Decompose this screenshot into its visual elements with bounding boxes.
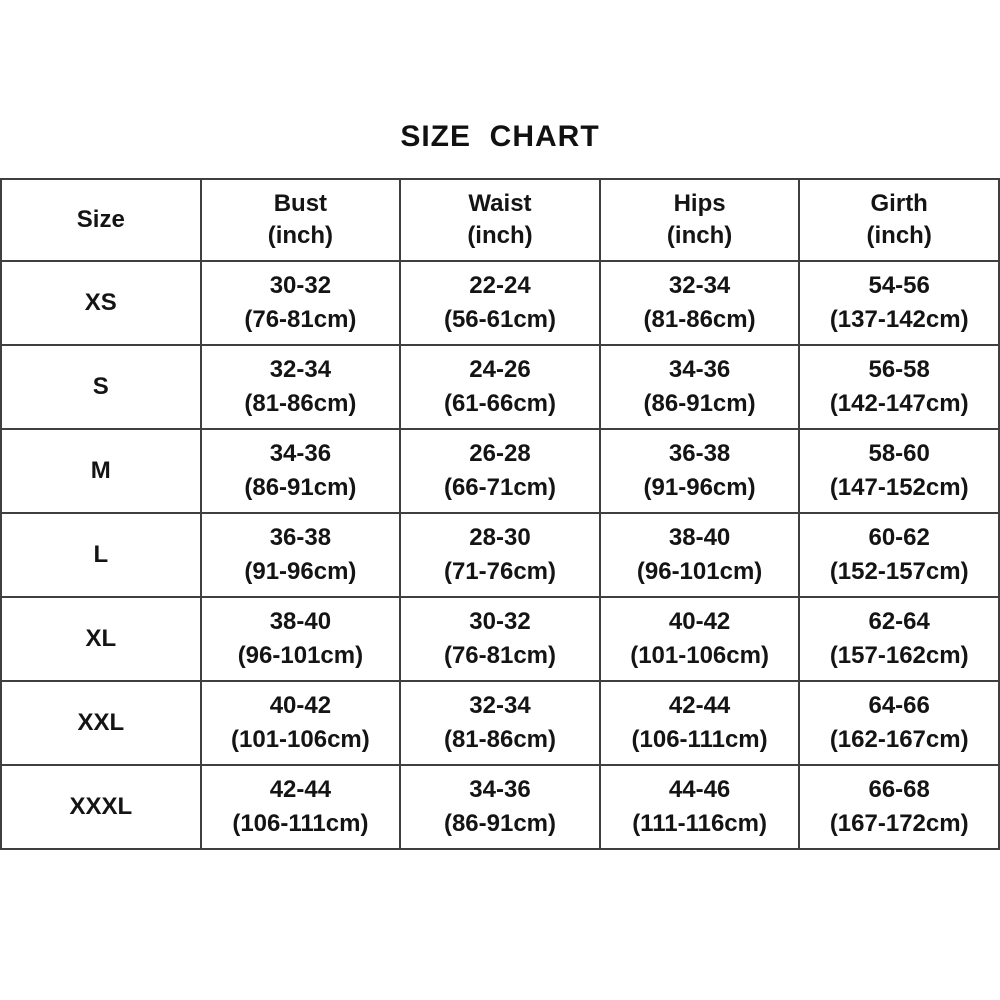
value-cm: (81-86cm)	[244, 390, 357, 417]
table-row-m	[1, 429, 999, 513]
value-inch: 32-34	[668, 272, 731, 300]
table-row-xxl	[1, 681, 999, 765]
measurement-cell-girth	[799, 345, 999, 429]
value-inch: 38-40	[668, 524, 731, 552]
measurement-cell-bust	[201, 597, 401, 681]
column-header-size	[1, 179, 201, 261]
value-cm: (91-96cm)	[244, 558, 357, 585]
value-inch: 54-56	[868, 272, 930, 300]
value-cm: (81-86cm)	[643, 306, 756, 333]
size-label: XXXL	[1, 765, 201, 849]
size-chart-table	[0, 178, 1000, 850]
value-inch: 22-24	[469, 272, 531, 300]
size-label: L	[1, 513, 201, 597]
value-inch: 32-34	[469, 692, 531, 720]
measurement-cell-waist	[400, 765, 600, 849]
measurement-cell-girth	[799, 765, 999, 849]
value-cm: (157-162cm)	[829, 642, 969, 669]
measurement-cell-girth	[799, 261, 999, 345]
table-row-xl	[1, 597, 999, 681]
value-cm: (152-157cm)	[829, 558, 969, 585]
value-inch: 36-38	[269, 524, 332, 552]
measurement-cell-waist	[400, 261, 600, 345]
measurement-cell-hips	[600, 765, 800, 849]
measurement-cell-bust	[201, 429, 401, 513]
value-cm: (162-167cm)	[829, 726, 969, 753]
value-cm: (101-106cm)	[630, 642, 769, 669]
value-inch: 34-36	[469, 776, 531, 804]
value-inch: 40-42	[269, 692, 332, 720]
measurement-cell-hips	[600, 261, 800, 345]
size-label: M	[1, 429, 201, 513]
measurement-cell-waist	[400, 597, 600, 681]
column-label: Girth	[870, 189, 928, 217]
column-header-girth	[799, 179, 999, 261]
column-header-bust	[201, 179, 401, 261]
value-inch: 42-44	[668, 692, 731, 720]
table-row-xs	[1, 261, 999, 345]
measurement-cell-hips	[600, 597, 800, 681]
value-inch: 34-36	[269, 440, 332, 468]
value-cm: (96-101cm)	[636, 558, 763, 585]
measurement-cell-girth	[799, 681, 999, 765]
value-cm: (111-116cm)	[632, 810, 767, 837]
value-cm: (91-96cm)	[643, 474, 756, 501]
value-cm: (76-81cm)	[443, 642, 557, 669]
measurement-cell-bust	[201, 513, 401, 597]
value-cm: (81-86cm)	[443, 726, 557, 753]
value-cm: (86-91cm)	[643, 390, 756, 417]
measurement-cell-girth	[799, 429, 999, 513]
measurement-cell-bust	[201, 765, 401, 849]
size-label: XXL	[1, 681, 201, 765]
measurement-cell-bust	[201, 681, 401, 765]
column-header-hips	[600, 179, 800, 261]
size-label: XL	[1, 597, 201, 681]
measurement-cell-waist	[400, 681, 600, 765]
measurement-cell-girth	[799, 513, 999, 597]
value-cm: (61-66cm)	[443, 390, 557, 417]
table-row-xxxl	[1, 765, 999, 849]
measurement-cell-bust	[201, 261, 401, 345]
measurement-cell-girth	[799, 597, 999, 681]
value-inch: 30-32	[269, 272, 332, 300]
column-label: Size	[76, 205, 125, 233]
value-cm: (96-101cm)	[237, 642, 364, 669]
size-label: S	[1, 345, 201, 429]
value-cm: (101-106cm)	[231, 726, 370, 753]
value-cm: (167-172cm)	[829, 810, 969, 837]
value-inch: 42-44	[269, 776, 332, 804]
value-inch: 28-30	[469, 524, 531, 552]
value-cm: (106-111cm)	[631, 726, 768, 753]
value-inch: 40-42	[668, 608, 731, 636]
table-row-s	[1, 345, 999, 429]
column-unit: (inch)	[267, 222, 334, 249]
column-unit: (inch)	[467, 222, 533, 249]
value-cm: (56-61cm)	[443, 306, 557, 333]
column-label: Hips	[673, 189, 726, 217]
value-cm: (71-76cm)	[443, 558, 557, 585]
value-inch: 62-64	[868, 608, 930, 636]
measurement-cell-waist	[400, 345, 600, 429]
value-inch: 66-68	[868, 776, 930, 804]
value-inch: 56-58	[868, 356, 930, 384]
value-inch: 64-66	[868, 692, 930, 720]
measurement-cell-hips	[600, 681, 800, 765]
table-row-l	[1, 513, 999, 597]
page-title: SIZE CHART	[400, 120, 600, 153]
measurement-cell-hips	[600, 513, 800, 597]
header-row	[1, 179, 999, 261]
table-body	[1, 261, 999, 849]
measurement-cell-waist	[400, 513, 600, 597]
column-label: Waist	[468, 189, 532, 217]
value-inch: 32-34	[269, 356, 332, 384]
size-label: XS	[1, 261, 201, 345]
column-unit: (inch)	[866, 222, 932, 249]
value-inch: 38-40	[269, 608, 332, 636]
value-inch: 58-60	[868, 440, 930, 468]
value-cm: (106-111cm)	[232, 810, 369, 837]
value-inch: 24-26	[469, 356, 531, 384]
value-cm: (76-81cm)	[244, 306, 357, 333]
value-inch: 26-28	[469, 440, 531, 468]
value-cm: (137-142cm)	[829, 306, 969, 333]
value-cm: (86-91cm)	[443, 810, 557, 837]
column-label: Bust	[273, 189, 328, 217]
value-cm: (142-147cm)	[829, 390, 969, 417]
column-header-waist	[400, 179, 600, 261]
measurement-cell-hips	[600, 429, 800, 513]
value-inch: 34-36	[668, 356, 731, 384]
value-inch: 44-46	[668, 776, 731, 804]
value-inch: 36-38	[668, 440, 731, 468]
column-unit: (inch)	[666, 222, 733, 249]
table-header	[1, 179, 999, 261]
measurement-cell-waist	[400, 429, 600, 513]
value-cm: (147-152cm)	[829, 474, 969, 501]
value-cm: (66-71cm)	[443, 474, 557, 501]
value-inch: 30-32	[469, 608, 531, 636]
measurement-cell-bust	[201, 345, 401, 429]
value-cm: (86-91cm)	[244, 474, 357, 501]
measurement-cell-hips	[600, 345, 800, 429]
value-inch: 60-62	[868, 524, 930, 552]
